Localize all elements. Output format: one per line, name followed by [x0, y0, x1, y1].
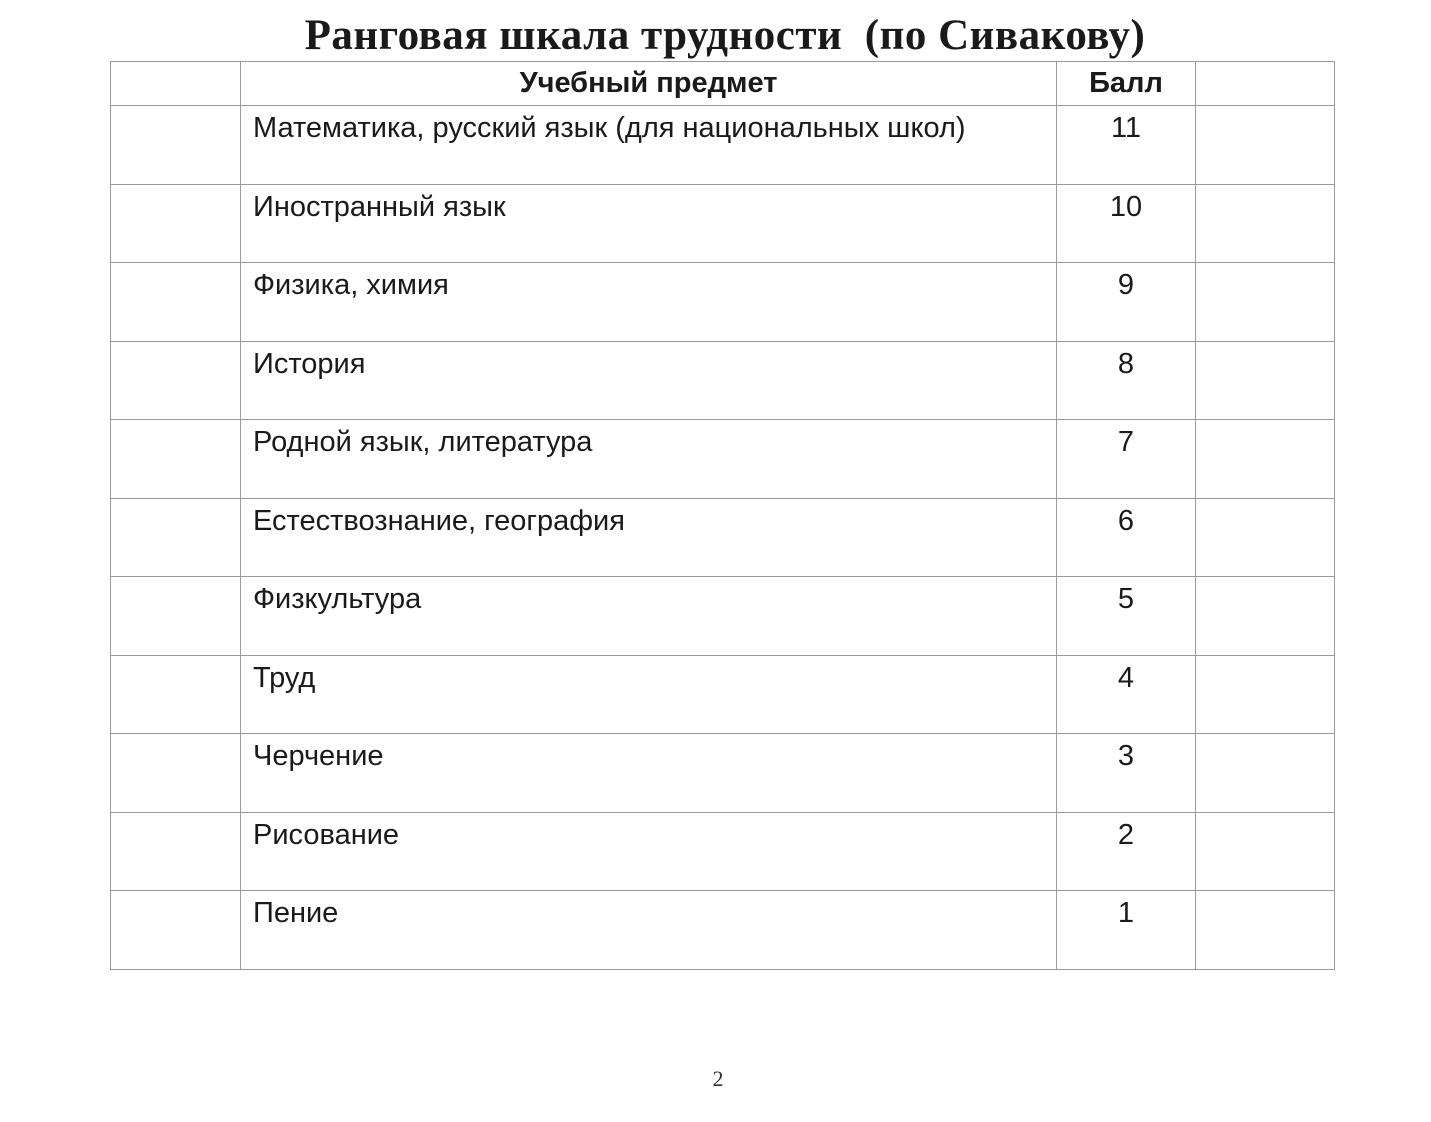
- empty-left-cell: [111, 734, 241, 813]
- subject-column-header: Учебный предмет: [241, 62, 1057, 106]
- table-row: [111, 891, 1335, 970]
- table-row: [111, 498, 1335, 577]
- score-cell: 6: [1057, 498, 1196, 577]
- empty-right-header-cell: [1196, 62, 1335, 106]
- empty-right-cell: [1196, 891, 1335, 970]
- subject-cell: Пение: [241, 891, 1057, 970]
- table-row: [111, 577, 1335, 656]
- table-row: [111, 263, 1335, 342]
- page-title: Ранговая шкала трудности (по Сивакову): [304, 12, 1146, 59]
- score-cell: 1: [1057, 891, 1196, 970]
- table-row: [111, 734, 1335, 813]
- score-cell: 4: [1057, 655, 1196, 734]
- empty-left-cell: [111, 655, 241, 734]
- subject-cell: Физика, химия: [241, 263, 1057, 342]
- table-header-row: [111, 62, 1335, 106]
- empty-right-cell: [1196, 184, 1335, 263]
- page-number: 2: [712, 1066, 724, 1091]
- empty-left-cell: [111, 891, 241, 970]
- subject-cell: Естествознание, география: [241, 498, 1057, 577]
- empty-right-cell: [1196, 341, 1335, 420]
- empty-right-cell: [1196, 812, 1335, 891]
- score-cell: 3: [1057, 734, 1196, 813]
- subject-cell: Физкультура: [241, 577, 1057, 656]
- empty-right-cell: [1196, 498, 1335, 577]
- subject-cell: История: [241, 341, 1057, 420]
- subject-cell: Математика, русский язык (для национальных школ): [241, 106, 1057, 185]
- score-column-header: Балл: [1057, 62, 1196, 106]
- empty-right-cell: [1196, 420, 1335, 499]
- table-row: [111, 106, 1335, 185]
- empty-left-cell: [111, 184, 241, 263]
- empty-left-header-cell: [111, 62, 241, 106]
- table-row: [111, 420, 1335, 499]
- empty-right-cell: [1196, 106, 1335, 185]
- score-cell: 11: [1057, 106, 1196, 185]
- empty-left-cell: [111, 577, 241, 656]
- empty-right-cell: [1196, 577, 1335, 656]
- empty-right-cell: [1196, 734, 1335, 813]
- empty-left-cell: [111, 812, 241, 891]
- score-cell: 5: [1057, 577, 1196, 656]
- empty-left-cell: [111, 106, 241, 185]
- subject-cell: Иностранный язык: [241, 184, 1057, 263]
- score-cell: 9: [1057, 263, 1196, 342]
- score-cell: 8: [1057, 341, 1196, 420]
- difficulty-table: [110, 61, 1335, 970]
- empty-left-cell: [111, 498, 241, 577]
- empty-right-cell: [1196, 263, 1335, 342]
- table-body: [111, 62, 1335, 970]
- subject-cell: Рисование: [241, 812, 1057, 891]
- table-row: [111, 812, 1335, 891]
- subject-cell: Родной язык, литература: [241, 420, 1057, 499]
- empty-left-cell: [111, 341, 241, 420]
- empty-right-cell: [1196, 655, 1335, 734]
- table-row: [111, 341, 1335, 420]
- table-row: [111, 655, 1335, 734]
- score-cell: 10: [1057, 184, 1196, 263]
- subject-cell: Труд: [241, 655, 1057, 734]
- score-cell: 2: [1057, 812, 1196, 891]
- empty-left-cell: [111, 263, 241, 342]
- subject-cell: Черчение: [241, 734, 1057, 813]
- table-row: [111, 184, 1335, 263]
- score-cell: 7: [1057, 420, 1196, 499]
- empty-left-cell: [111, 420, 241, 499]
